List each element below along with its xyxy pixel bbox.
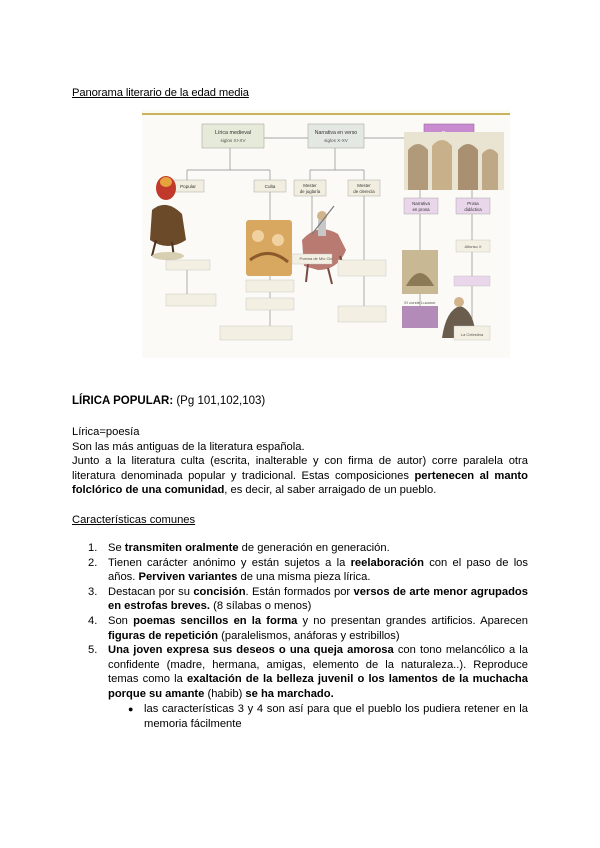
box-clerecia: [348, 180, 380, 196]
item-number: 5.: [88, 644, 98, 657]
item-bold: figuras de repetición: [108, 629, 219, 642]
list-item-2: [88, 556, 528, 585]
lirica-popular-heading: [72, 394, 265, 409]
item-text: Tienen carácter anónimo y están sujetos a la: [108, 556, 351, 569]
item-bold: exaltación de la belleza juvenil o los lamentos de la muchacha porque su amante: [108, 673, 528, 700]
heading-bold: LÍRICA POPULAR:: [72, 395, 174, 407]
list-item-5: [88, 643, 528, 701]
intro-text-c: , es decir, al saber arraigado de un pueblo.: [224, 484, 437, 497]
item-number: 4.: [88, 614, 98, 627]
list-item-3: [88, 585, 528, 614]
illustration-lucanor: [402, 250, 438, 328]
box-culta: [254, 180, 286, 192]
item-text: con tono melancólico a la confidente (madre, hermana, amigas, elemento de la naturaleza..). Reproduce temas como la: [108, 644, 528, 686]
list-item-1: [88, 541, 528, 556]
svg-text:siglos X-XV: siglos X-XV: [324, 138, 348, 143]
item-text: Son: [108, 614, 134, 627]
sub-bullet-text: las características 3 y 4 son así para que el pueblo los pudiera retener en la memoria fácilmente: [144, 703, 528, 730]
literary-panorama-diagram: [142, 110, 510, 358]
box-narrativa: [308, 124, 364, 148]
svg-text:Poema de Mio Cid: Poema de Mio Cid: [299, 256, 333, 261]
box-lirica: [202, 124, 264, 148]
item-number: 3.: [88, 585, 98, 598]
svg-text:Mester: Mester: [303, 183, 317, 188]
item-number: 1.: [88, 542, 98, 554]
caracteristicas-list: [88, 541, 529, 702]
item-bold: se ha marchado.: [245, 687, 334, 700]
svg-text:en prosa: en prosa: [412, 207, 430, 212]
intro-paragraph: [72, 454, 528, 498]
svg-text:Alfonso X: Alfonso X: [464, 244, 482, 249]
item-text: (8 sílabas o menos): [209, 600, 312, 613]
list-item-4: [88, 614, 529, 643]
box-narrativa-prosa: [404, 198, 438, 214]
box-juglaria: [294, 180, 326, 196]
diagram-top-rule: [142, 113, 510, 115]
box-popular: [172, 180, 204, 192]
lirica-definition: Lírica=poesía: [72, 426, 140, 438]
intro-sentence: Son las más antiguas de la literatura española.: [72, 440, 305, 453]
intro-text-bold: pertenecen al manto folclórico de una comunidad: [72, 469, 528, 497]
bullet-icon: ●: [128, 704, 134, 714]
svg-text:Narrativa: Narrativa: [412, 201, 430, 206]
item-text: Se: [108, 542, 125, 554]
svg-text:Narrativa en verso: Narrativa en verso: [314, 130, 358, 136]
item-text: (habib): [204, 687, 246, 700]
item-text: con el paso de los años.: [108, 556, 528, 584]
box-prosa-didactica: [456, 198, 490, 214]
item-text: y no presentan grandes artificios. Aparecen: [297, 614, 529, 627]
item-bold: versos de arte menor agrupados en estrofas breves.: [108, 585, 528, 613]
svg-text:siglos XI-XV: siglos XI-XV: [220, 138, 246, 143]
svg-text:Mester: Mester: [357, 183, 371, 188]
caracteristicas-heading: Características comunes: [72, 514, 196, 526]
svg-text:La Celestina: La Celestina: [460, 332, 484, 337]
svg-text:Prosa: Prosa: [467, 201, 479, 206]
illustration-musicians: [246, 220, 292, 276]
item-bold: reelaboración: [350, 556, 424, 569]
svg-text:de juglaría: de juglaría: [299, 189, 321, 194]
item-bold: Perviven variantes: [138, 571, 238, 584]
item-text: (paralelismos, anáforas y estribillos): [218, 629, 400, 642]
svg-text:de clerecía: de clerecía: [353, 189, 375, 194]
item-text: . Están formados por: [245, 585, 354, 598]
svg-text:didáctica: didáctica: [464, 207, 482, 212]
sub-bullet-item: [128, 702, 528, 731]
svg-text:Popular: Popular: [180, 184, 196, 189]
intro-text-a: Junto a la literatura culta (escrita, inalterable y con firma de autor) corre paralela otra literatura denominada popular y tradicional. Estas composiciones: [72, 455, 528, 482]
svg-text:Culta: Culta: [264, 184, 276, 189]
illustration-church: [404, 132, 504, 190]
svg-text:El conde Lucanor: El conde Lucanor: [404, 300, 436, 305]
svg-text:Lírica medieval: Lírica medieval: [214, 130, 252, 136]
item-text: de generación en generación.: [238, 542, 390, 554]
item-text: Destacan por su: [108, 585, 194, 598]
heading-pages: (Pg 101,102,103): [173, 395, 266, 407]
item-bold: Una joven expresa sus deseos o una queja amorosa: [108, 644, 394, 657]
item-bold: concisión: [193, 585, 246, 598]
item-number: 2.: [88, 556, 98, 569]
sub-bullet-list: [128, 702, 528, 731]
illustration-music-left: [152, 252, 184, 260]
page-title: Panorama literario de la edad media: [72, 87, 249, 99]
item-text: de una misma pieza lírica.: [237, 571, 371, 584]
item-bold: transmiten oralmente: [124, 542, 239, 554]
item-bold: poemas sencillos en la forma: [133, 614, 298, 627]
